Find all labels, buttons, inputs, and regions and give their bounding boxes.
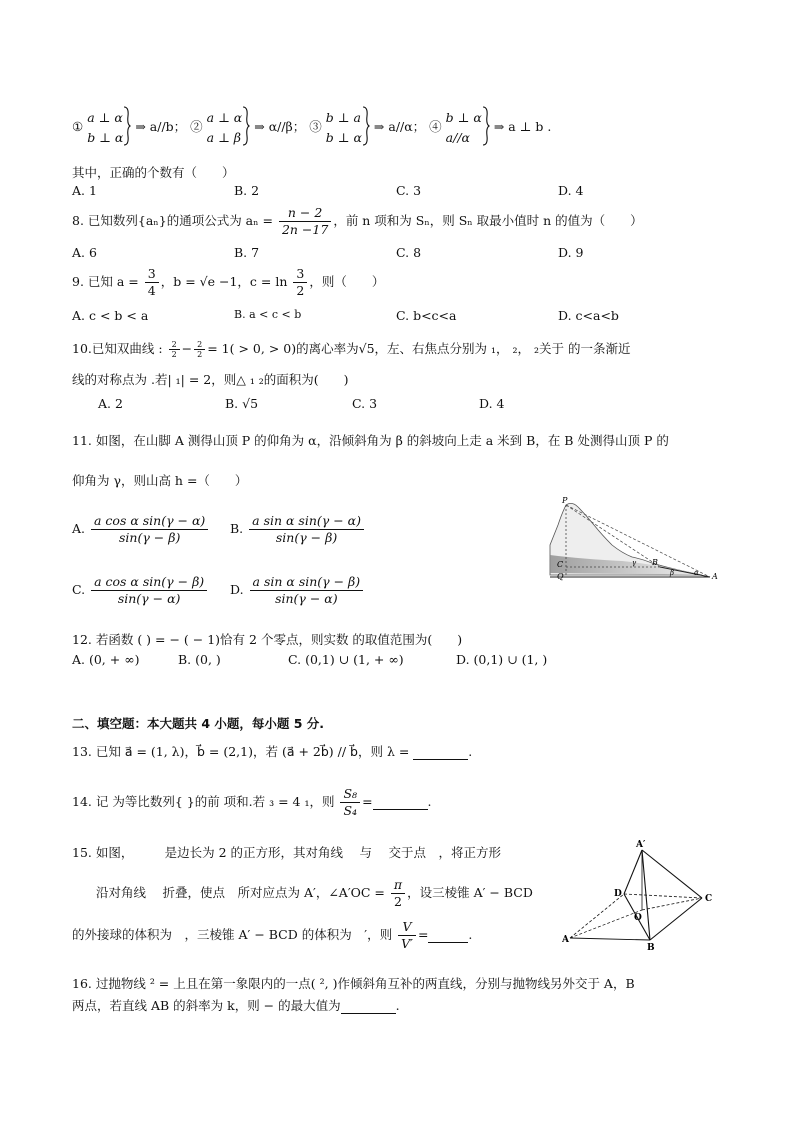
q10-option-c: C. 3 — [352, 396, 378, 411]
label-Q: Q — [557, 572, 564, 581]
right-brace-icon — [482, 106, 490, 149]
label-D: D — [614, 889, 622, 899]
label-alpha: α — [694, 569, 699, 577]
q8-option-b: B. 7 — [234, 245, 260, 260]
q7-option-d: D. 4 — [558, 183, 584, 198]
edge-A-D — [570, 894, 624, 938]
label-A: A — [712, 572, 718, 581]
q12-option-a: A. (0, + ∞) — [72, 652, 140, 667]
q10-line2: 线的对称点为 .若| ₁| = 2，则△ ₁ ₂的面积为( ) — [72, 372, 349, 387]
q9-option-d: D. c<a<b — [558, 308, 619, 323]
q7-stmt3-conditions: b ⊥ a b ⊥ α — [325, 109, 362, 145]
q8-general-term-fraction: $\frac{n - 2}{2n -17}$ — [279, 205, 331, 238]
q12-stem: 12. 若函数 ( ) = − ( − 1)恰有 2 个零点，则实数 的取值范围为( ) — [72, 632, 463, 647]
q8-stem: 8. 已知数列{aₙ}的通项公式为 aₙ = $\frac{n - 2}{2n -17}$ ，前 n 项和为 Sₙ，则 Sₙ 取最小值时 n 的值为（ ） — [72, 205, 643, 237]
label-O: O — [634, 913, 642, 923]
edge-O-C — [642, 898, 702, 910]
q9-c-fraction: $\frac{3}{2}$ — [293, 266, 307, 299]
q15-line3: 的外接球的体积为 ，三棱锥 A′ − BCD 的体积为 ′，则 $\frac{V}{V'}$ = . — [72, 919, 473, 951]
q11-option-a: A. $\frac{\text{a cos α sin(γ − α)}}{\sin(\gamma - \beta)}$ — [72, 513, 210, 546]
q14-answer-blank[interactable] — [373, 794, 428, 810]
q10-line1: 10.已知双曲线 : $\frac{2}{2}$ − $\frac{2}{2}$ = 1( > 0, > 0)的离心率为√5，左、右焦点分别为 ₁， ₂， ₂关于 的一条渐近 — [72, 340, 631, 359]
right-brace-icon — [123, 106, 131, 149]
q7-stmt2-conditions: a ⊥ α a ⊥ β — [206, 109, 243, 145]
q10-option-b: B. √5 — [225, 396, 259, 411]
q13-stem: 13. 已知 a⃗ = (1, λ)，b⃗ = (2,1)，若 (a⃗ + 2b⃗) // b⃗，则 λ = . — [72, 744, 473, 759]
q7-option-b: B. 2 — [234, 183, 260, 198]
label-B: B — [652, 558, 658, 567]
label-A-prime: A′ — [636, 840, 646, 850]
label-beta: β — [670, 569, 675, 577]
edge-A1-C — [642, 850, 702, 898]
pyramid-figure — [562, 838, 722, 950]
q15-line1: 15. 如图， 是边长为 2 的正方形，其对角线 与 交于点 ，将正方形 — [72, 845, 501, 860]
edge-A-B — [570, 938, 650, 940]
mountain-figure — [542, 495, 722, 585]
q15-angle-fraction: $\frac{\pi}{2}$ — [391, 877, 405, 910]
edge-D-C-dashed — [624, 894, 702, 898]
right-brace-icon — [242, 106, 250, 149]
q12-option-b: B. (0, ) — [178, 652, 221, 667]
q9-a-fraction: $\frac{3}{4}$ — [145, 266, 159, 299]
label-C: C — [557, 560, 564, 569]
q16-line2: 两点，若直线 AB 的斜率为 k，则 − 的最大值为 . — [72, 998, 400, 1013]
q11-line2: 仰角为 γ，则山高 h =（ ） — [72, 473, 248, 488]
q7-option-c: C. 3 — [396, 183, 422, 198]
right-brace-icon — [362, 106, 370, 149]
q11-line1: 11. 如图，在山脚 A 测得山顶 P 的仰角为 α，沿倾斜角为 β 的斜坡向上走 a 米到 B，在 B 处测得山顶 P 的 — [72, 433, 669, 448]
q10-x-term-fraction: $\frac{2}{2}$ — [169, 340, 180, 359]
q11-option-c: C. $\frac{\text{a cos α sin(γ − β)}}{\sin(\gamma - \alpha)}$ — [72, 574, 209, 607]
label-P: P — [562, 496, 568, 505]
q10-option-d: D. 4 — [479, 396, 505, 411]
q16-answer-blank[interactable] — [341, 998, 396, 1014]
q7-question: 其中，正确的个数有（ ） — [72, 165, 235, 180]
label-C: C — [705, 894, 713, 904]
q15-volume-ratio-fraction: $\frac{V}{V'}$ — [398, 919, 416, 952]
q10-y-term-fraction: $\frac{2}{2}$ — [194, 340, 205, 359]
q8-option-d: D. 9 — [558, 245, 584, 260]
q15-answer-blank[interactable] — [428, 927, 468, 943]
label-A: A — [562, 935, 569, 945]
q7-option-a: A. 1 — [72, 183, 97, 198]
edge-A1-B — [642, 850, 650, 940]
q9-option-b: B. a < c < b — [234, 308, 302, 321]
label-gamma: γ — [632, 559, 637, 567]
q11-option-b: B. $\frac{\text{a sin α sin(γ − α)}}{\sin(\gamma - \beta)}$ — [230, 513, 366, 546]
q7-stmt1-conditions: a ⊥ α b ⊥ α — [87, 109, 124, 145]
q8-option-a: A. 6 — [72, 245, 97, 260]
q9-option-c: C. b<c<a — [396, 308, 457, 323]
q14-stem: 14. 记 为等比数列{ }的前 项和.若 ₃ = 4 ₁，则 $\frac{\text{S₈}}{\text{S₄}}$ = . — [72, 786, 432, 818]
q12-option-d: D. (0,1) ∪ (1, ) — [456, 652, 548, 667]
label-B: B — [647, 943, 655, 950]
q10-option-a: A. 2 — [98, 396, 123, 411]
section-title: 二、填空题：本大题共 4 小题，每小题 5 分. — [72, 716, 325, 731]
q13-answer-blank[interactable] — [413, 744, 468, 760]
q9-option-a: A. c < b < a — [72, 308, 149, 323]
q8-option-c: C. 8 — [396, 245, 422, 260]
q15-line2: 沿对角线 折叠，使点 所对应点为 A′，∠A′OC = $\frac{\pi}{2}$ ，设三棱锥 A′ − BCD — [96, 877, 533, 909]
edge-A1-D — [624, 850, 642, 894]
q9-stem: 9. 已知 a = $\frac{3}{4}$ ，b = √e −1，c = ln $\frac{3}{2}$ ，则（ ） — [72, 266, 385, 298]
q12-option-c: C. (0,1) ∪ (1, + ∞) — [288, 652, 404, 667]
edge-B-C — [650, 898, 702, 940]
edge-O-A-dashed — [570, 910, 642, 938]
q7-stmt4-conditions: b ⊥ α a//α — [445, 109, 482, 145]
q14-ratio-fraction: $\frac{\text{S₈}}{\text{S₄}}$ — [340, 786, 360, 819]
q16-line1: 16. 过抛物线 ² = 上且在第一象限内的一点( ², )作倾斜角互补的两直线，分别与抛物线另外交于 A，B — [72, 976, 635, 991]
q11-option-d: D. $\frac{\text{a sin α sin(γ − β)}}{\sin(\gamma - \alpha)}$ — [230, 574, 365, 607]
q7-statements: ① a ⊥ α b ⊥ α ⇒ a//b； ② a ⊥ α a ⊥ β ⇒ α//β； ③ b ⊥ a b ⊥ α ⇒ a//α； ④ b ⊥ α a//α ⇒ a ⊥ b . — [72, 106, 551, 149]
